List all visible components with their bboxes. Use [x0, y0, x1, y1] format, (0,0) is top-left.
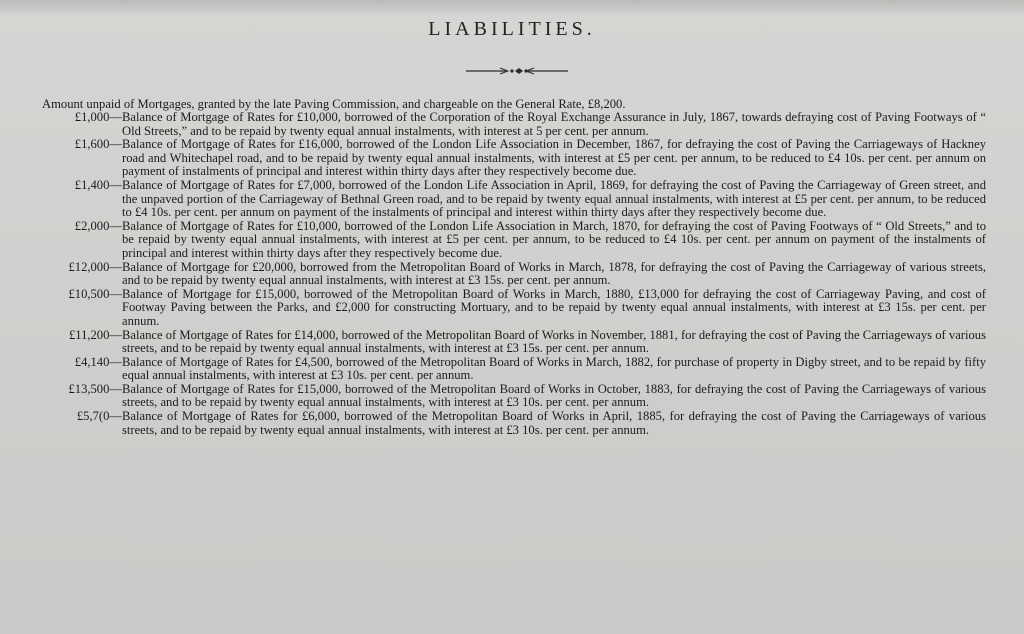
list-item — [0, 288, 1024, 329]
entry-text: Balance of Mortgage for £20,000, borrowed from the Metropolitan Board of Works in March, 1878, for defraying the cost of Paving the Carriageway of various streets, and to be repaid by twenty equal annual instalments, with interest at £3 15s. per cent. per annum. — [122, 259, 986, 288]
list-item — [0, 179, 1024, 220]
entry-amount: £1,400— — [74, 177, 122, 192]
page-title: LIABILITIES. — [428, 18, 596, 40]
entry-text: Balance of Mortgage for £15,000, borrowed of the Metropolitan Board of Works in March, 1880, £13,000 for defraying the cost of Carriageway Paving, and cost of Footway Paving between the Parks, and £2,000 for constructing Mortuary, and to be repaid by twenty equal annual instalments, with interest at £3 15s. per cent. per annum. — [122, 286, 986, 328]
list-item — [0, 261, 1024, 288]
decorative-rule-icon — [466, 66, 568, 76]
list-item — [0, 356, 1024, 383]
entry-amount: £11,200— — [68, 327, 122, 342]
entry-amount: £13,500— — [68, 381, 122, 396]
entry-text: Balance of Mortgage of Rates for £15,000, borrowed of the Metropolitan Board of Works in October, 1883, for defraying the cost of Paving the Carriageways of various streets, and to be repaid by twenty equal annual instalments, with interest at £3 10s. per cent. per annum. — [122, 381, 986, 410]
entry-amount: £12,000— — [68, 259, 122, 274]
list-item — [0, 329, 1024, 356]
intro-paragraph: Amount unpaid of Mortgages, granted by the late Paving Commission, and chargeable on the General Rate, £8,200. — [42, 97, 626, 111]
entry-amount: £4,140— — [74, 354, 122, 369]
entry-amount: £1,000— — [74, 110, 122, 124]
entry-amount: £5,7(0— — [76, 409, 122, 424]
list-item — [0, 410, 1024, 437]
list-item — [0, 111, 1024, 138]
entry-text: Balance of Mortgage of Rates for £14,000, borrowed of the Metropolitan Board of Works in November, 1881, for defraying the cost of Paving the Carriageways of various streets, and to be repaid by twenty equal annual instalments, with interest at £3 15s. per cent. per annum. — [122, 327, 986, 356]
page-top-shadow — [0, 0, 1024, 16]
liabilities-list — [0, 111, 1024, 437]
list-item — [0, 138, 1024, 179]
list-item — [0, 220, 1024, 261]
entry-text: Balance of Mortgage of Rates for £4,500, borrowed of the Metropolitan Board of Works in March, 1882, for purchase of property in Digby street, and to be repaid by fifty equal annual instalments, with interest at £3 10s. per cent. per annum. — [122, 354, 986, 383]
entry-text: Balance of Mortgage of Rates for £10,000, borrowed of the Corporation of the Royal Exchange Assurance in July, 1867, towards defraying cost of Paving Footways of “ Old Streets,” and to be repaid by twenty equal annual instalments, with interest at 5 per cent. per annum. — [122, 110, 986, 138]
entry-text: Balance of Mortgage of Rates for £6,000, borrowed of the Metropolitan Board of Works in April, 1885, for defraying the cost of Paving the Carriageways of various streets, and to be repaid by twenty equal annual instalments, with interest at £3 10s. per cent. per annum. — [122, 409, 986, 437]
entry-amount: £2,000— — [74, 218, 122, 233]
entry-text: Balance of Mortgage of Rates for £16,000, borrowed of the London Life Association in December, 1867, for defraying the cost of Paving the Carriageways of Hackney road and Whitechapel road, and to be repaid by twenty equal annual instalments, with interest at £5 per cent. per annum, to be reduced to £4 10s. per cent. per annum on payment of instalments of principal and interest within thirty days after they respectively become due. — [122, 137, 986, 179]
entry-text: Balance of Mortgage of Rates for £10,000, borrowed of the London Life Association in March, 1870, for defraying the cost of Paving Footways of “ Old Streets,” and to be repaid by twenty equal annual instalments, with interest at £5 per cent. per annum, to be reduced to £4 10s. per cent. per annum on payment of the instalments of principal and interest within thirty days after they respectively become due. — [122, 218, 986, 260]
entry-amount: £1,600— — [74, 137, 122, 152]
entry-amount: £10,500— — [68, 286, 122, 301]
list-item — [0, 383, 1024, 410]
entry-text: Balance of Mortgage of Rates for £7,000, borrowed of the London Life Association in April, 1869, for defraying the cost of Paving the Carriageway of Green street, and the unpaved portion of the Carriageway of Bethnal Green road, and to be repaid by twenty equal annual instalments, with interest at £5 per cent. per annum, to be reduced to £4 10s. per cent. per annum on payment of the instalments of principal and interest within thirty days after they respectively become due. — [122, 177, 986, 220]
